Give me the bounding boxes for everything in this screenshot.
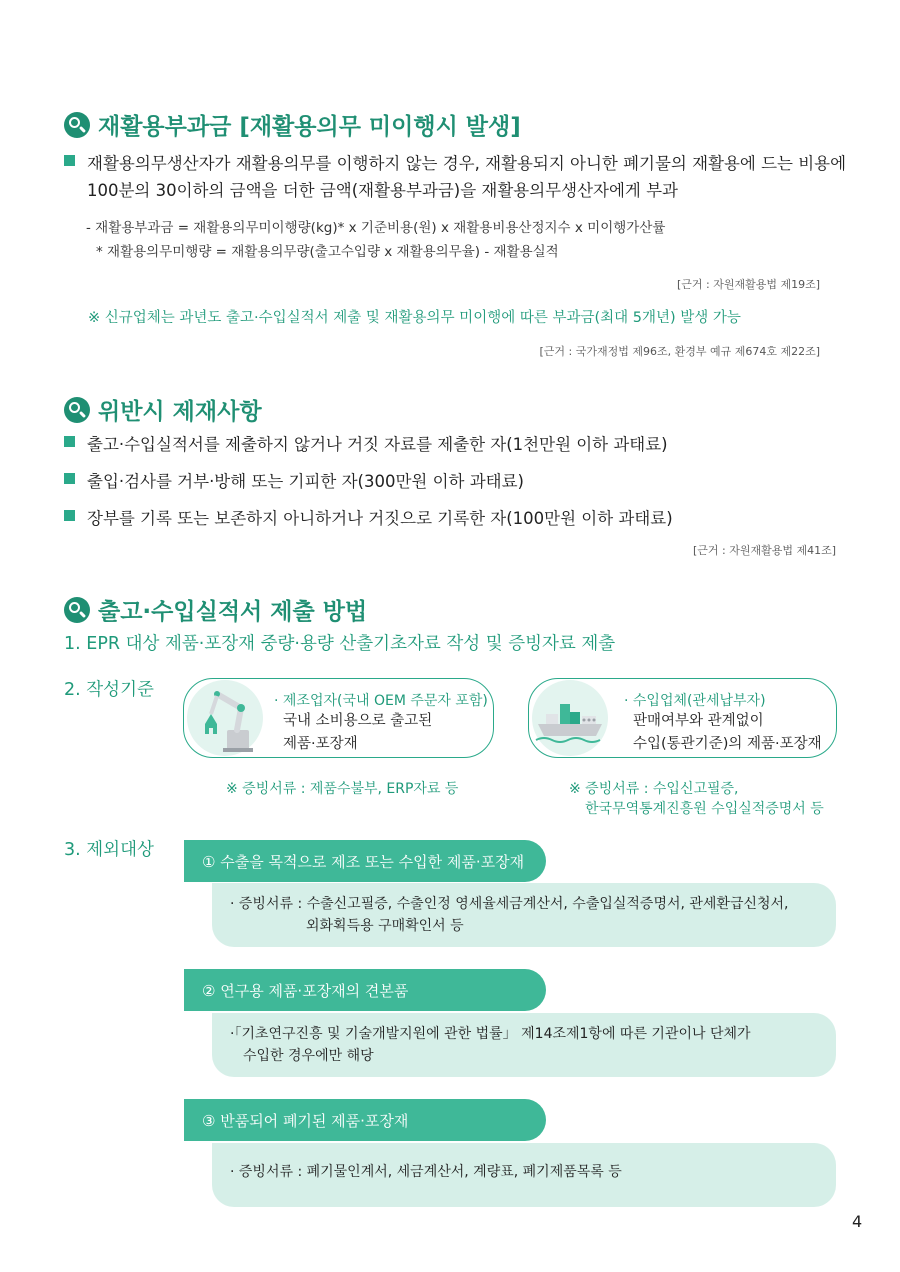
reference-3: [근거 : 자원재활용법 제41조] (692, 544, 836, 557)
exclusion-tab-1: ① 수출을 목적으로 제조 또는 수입한 제품·포장재 (184, 840, 546, 882)
square-bullet-icon (64, 473, 75, 484)
cargo-ship-icon (532, 680, 608, 756)
exclusion-panel-2: ·「기초연구진흥 및 기술개발지원에 관한 법률」 제14조제1항에 따른 기관이나 단체가 수입한 경우에만 해당 (212, 1013, 836, 1077)
section1-bullet (64, 150, 846, 204)
exclusion-panel-1: · 증빙서류 : 수출신고필증, 수출인정 영세율세금계산서, 수출입실적증명서, 관세환급신청서, 외화획득용 구매확인서 등 (212, 883, 836, 947)
exclusion-tab-3: ③ 반품되어 폐기된 제품·포장재 (184, 1099, 546, 1141)
formula-1: - 재활용부과금 = 재활용의무미이행량(kg)* x 기준비용(원) x 재활용비용산정지수 x 미이행가산률 (86, 220, 666, 236)
section3-title: 출고·수입실적서 제출 방법 (64, 593, 367, 626)
step-1-heading: 1. EPR 대상 제품·포장재 중량·용량 산출기초자료 작성 및 증빙자료 제출 (64, 634, 616, 654)
magnifier-icon (64, 397, 90, 423)
square-bullet-icon (64, 436, 75, 447)
bullet-line-2: 100분의 30이하의 금액을 더한 금액(재활용부과금)을 재활용의무생산자에게 부과 (87, 181, 678, 200)
exclusion-tab-2: ② 연구용 제품·포장재의 견본품 (184, 969, 546, 1011)
square-bullet-icon (64, 510, 75, 521)
step-2-heading: 2. 작성기준 (64, 680, 154, 700)
violation-item: 출입·검사를 거부·방해 또는 기피한 자(300만원 이하 과태료) (64, 468, 524, 492)
magnifier-icon (64, 112, 90, 138)
section2-title: 위반시 제재사항 (64, 393, 262, 426)
section1-title: 재활용부과금 [재활용의무 미이행시 발생] (64, 108, 521, 141)
step-3-heading: 3. 제외대상 (64, 840, 154, 860)
violation-item: 장부를 기록 또는 보존하지 아니하거나 거짓으로 기록한 자(100만원 이하 과태료) (64, 505, 673, 529)
exclusion-panel-3: · 증빙서류 : 폐기물인계서, 세금계산서, 계량표, 폐기제품목록 등 (212, 1143, 836, 1207)
importer-desc: 판매여부와 관계없이 수입(통관기준)의 제품·포장재 (633, 713, 822, 752)
importer-evidence: ※ 증빙서류 : 수입신고필증, 한국무역통계진흥원 수입실적증명서 등 (569, 781, 824, 817)
reference-2: [근거 : 국가재정법 제96조, 환경부 예규 제674호 제22조] (539, 345, 820, 358)
magnifier-icon (64, 597, 90, 623)
robot-arm-icon (187, 680, 263, 756)
bullet-line-1: 재활용의무생산자가 재활용의무를 이행하지 않는 경우, 재활용되지 아니한 폐기물의 재활용에 드는 비용에 (87, 154, 847, 173)
manufacturer-heading: · 제조업자(국내 OEM 주문자 포함) (274, 693, 488, 709)
new-company-note: ※ 신규업체는 과년도 출고·수입실적서 제출 및 재활용의무 미이행에 따른 부과금(최대 5개년) 발생 가능 (88, 310, 741, 326)
square-bullet-icon (64, 155, 75, 166)
violation-item: 출고·수입실적서를 제출하지 않거나 거짓 자료를 제출한 자(1천만원 이하 과태료) (64, 431, 668, 455)
manufacturer-desc: 국내 소비용으로 출고된 제품·포장재 (283, 713, 433, 752)
formula-2: * 재활용의무미행량 = 재활용의무량(출고수입량 x 재활용의무율) - 재활용실적 (96, 244, 559, 260)
importer-heading: · 수입업체(관세납부자) (624, 693, 766, 709)
manufacturer-evidence: ※ 증빙서류 : 제품수불부, ERP자료 등 (226, 781, 459, 797)
page-number: 4 (852, 1212, 863, 1231)
reference-1: [근거 : 자원재활용법 제19조] (676, 278, 820, 291)
